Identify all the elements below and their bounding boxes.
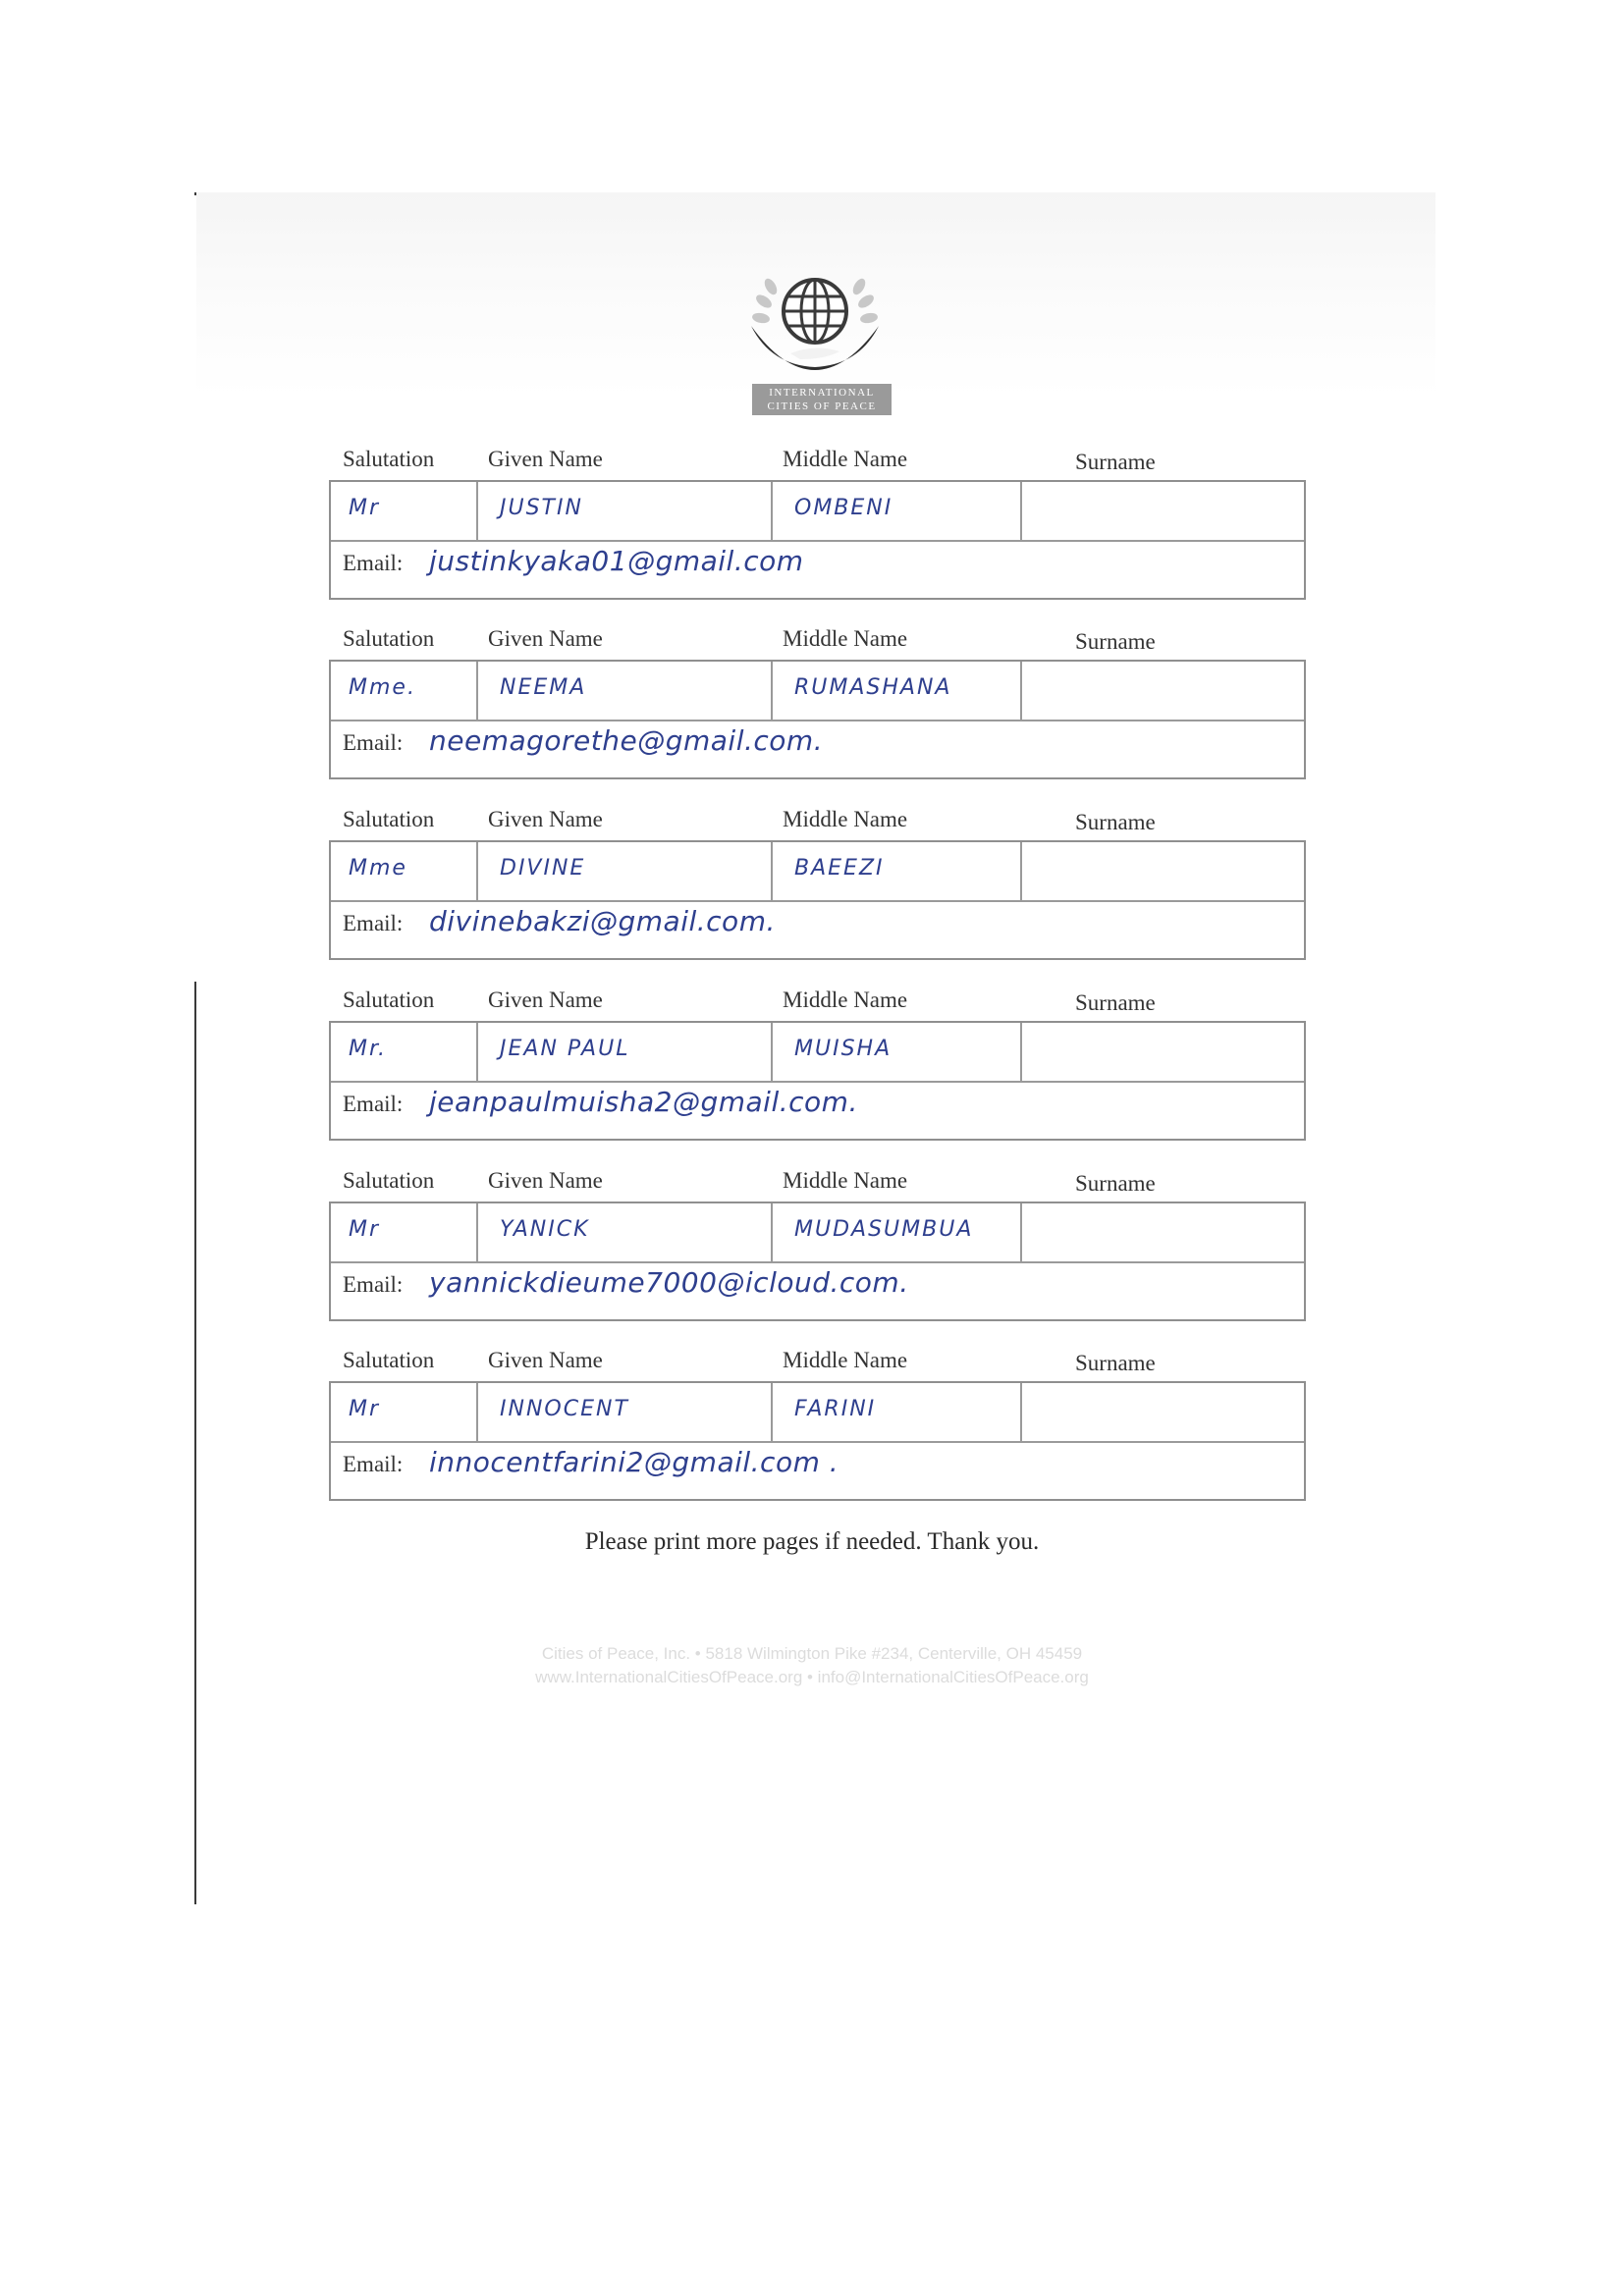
middle-name-field[interactable] [773,1203,1022,1261]
salutation-label: Salutation [343,807,435,831]
middle-name-label: Middle Name [783,1348,908,1372]
salutation-field[interactable] [331,482,478,540]
surname-label: Surname [1075,1351,1156,1375]
email-label: Email: [343,730,404,755]
salutation-label: Salutation [343,626,435,651]
middle-name-label: Middle Name [783,1168,908,1193]
entry-block-4 [329,988,1306,1141]
surname-field[interactable] [1022,1383,1304,1441]
entry-form-grid [329,1381,1306,1501]
middle-name-field[interactable] [773,1383,1022,1441]
email-value[interactable]: divinebakzi@gmail.com. [429,905,776,937]
middle-name-label: Middle Name [783,626,908,651]
middle-name-field[interactable] [773,1023,1022,1081]
surname-label: Surname [1075,810,1156,834]
surname-field[interactable] [1022,482,1304,540]
entry-block-5 [329,1168,1306,1321]
given-name-field[interactable] [478,1023,773,1081]
email-value[interactable]: yannickdieume7000@icloud.com. [429,1266,909,1299]
footer-contact: www.InternationalCitiesOfPeace.org • info@InternationalCitiesOfPeace.org [535,1668,1089,1686]
salutation-field[interactable] [331,1383,478,1441]
salutation-value: Mme. [349,675,416,700]
middle-name-value: MUDASUMBUA [794,1217,974,1242]
salutation-value: Mr [349,1397,381,1421]
salutation-label: Salutation [343,1348,435,1372]
entry-block-2 [329,626,1306,779]
surname-label: Surname [1075,629,1156,654]
middle-name-label: Middle Name [783,447,908,471]
salutation-value: Mr [349,1217,381,1242]
middle-name-value: OMBENI [794,496,893,520]
given-name-field[interactable] [478,842,773,900]
given-name-value: YANICK [500,1217,590,1242]
surname-label: Surname [1075,990,1156,1015]
surname-field[interactable] [1022,662,1304,720]
surname-label: Surname [1075,450,1156,474]
given-name-value: NEEMA [500,675,587,700]
salutation-label: Salutation [343,447,435,471]
logo-wordmark [752,384,892,415]
entry-form-grid [329,1201,1306,1321]
salutation-field[interactable] [331,842,478,900]
salutation-value: Mr [349,496,381,520]
given-name-value: JEAN PAUL [500,1037,630,1061]
entry-form-grid [329,1021,1306,1141]
given-name-value: DIVINE [500,856,586,881]
middle-name-label: Middle Name [783,807,908,831]
entry-form-grid [329,480,1306,600]
logo-wordmark-line1: INTERNATIONAL [769,387,875,399]
given-name-label: Given Name [488,626,603,651]
salutation-field[interactable] [331,662,478,720]
given-name-value: JUSTIN [500,496,583,520]
logo-wordmark-line2: CITIES OF PEACE [767,400,877,412]
salutation-field[interactable] [331,1023,478,1081]
salutation-value: Mr. [349,1037,387,1061]
entry-form-grid [329,660,1306,779]
email-label: Email: [343,1452,404,1476]
email-label: Email: [343,911,404,935]
email-label: Email: [343,551,404,575]
given-name-label: Given Name [488,988,603,1012]
given-name-label: Given Name [488,447,603,471]
salutation-field[interactable] [331,1203,478,1261]
given-name-value: INNOCENT [500,1397,629,1421]
surname-field[interactable] [1022,1023,1304,1081]
footer-address: Cities of Peace, Inc. • 5818 Wilmington Pike #234, Centerville, OH 45459 [541,1644,1083,1663]
email-label: Email: [343,1092,404,1116]
salutation-value: Mme [349,856,407,881]
surname-field[interactable] [1022,842,1304,900]
entry-block-1 [329,447,1306,600]
given-name-label: Given Name [488,1348,603,1372]
surname-label: Surname [1075,1171,1156,1196]
given-name-field[interactable] [478,482,773,540]
middle-name-value: RUMASHANA [794,675,952,700]
given-name-label: Given Name [488,807,603,831]
middle-name-field[interactable] [773,842,1022,900]
globe-dove-laurel-icon [731,257,898,385]
surname-field[interactable] [1022,1203,1304,1261]
middle-name-label: Middle Name [783,988,908,1012]
middle-name-field[interactable] [773,482,1022,540]
middle-name-value: MUISHA [794,1037,893,1061]
middle-name-field[interactable] [773,662,1022,720]
entry-block-3 [329,807,1306,960]
middle-name-value: FARINI [794,1397,877,1421]
print-more-note: Please print more pages if needed. Thank you. [584,1528,1040,1555]
given-name-field[interactable] [478,1203,773,1261]
email-value[interactable]: justinkyaka01@gmail.com [429,545,804,577]
email-value[interactable]: jeanpaulmuisha2@gmail.com. [429,1086,858,1118]
middle-name-value: BAEEZI [794,856,885,881]
email-value[interactable]: neemagorethe@gmail.com. [429,724,824,757]
entry-block-6 [329,1348,1306,1501]
salutation-label: Salutation [343,988,435,1012]
given-name-label: Given Name [488,1168,603,1193]
entry-form-grid [329,840,1306,960]
given-name-field[interactable] [478,662,773,720]
email-value[interactable]: innocentfarini2@gmail.com . [429,1446,839,1478]
given-name-field[interactable] [478,1383,773,1441]
email-label: Email: [343,1272,404,1297]
salutation-label: Salutation [343,1168,435,1193]
